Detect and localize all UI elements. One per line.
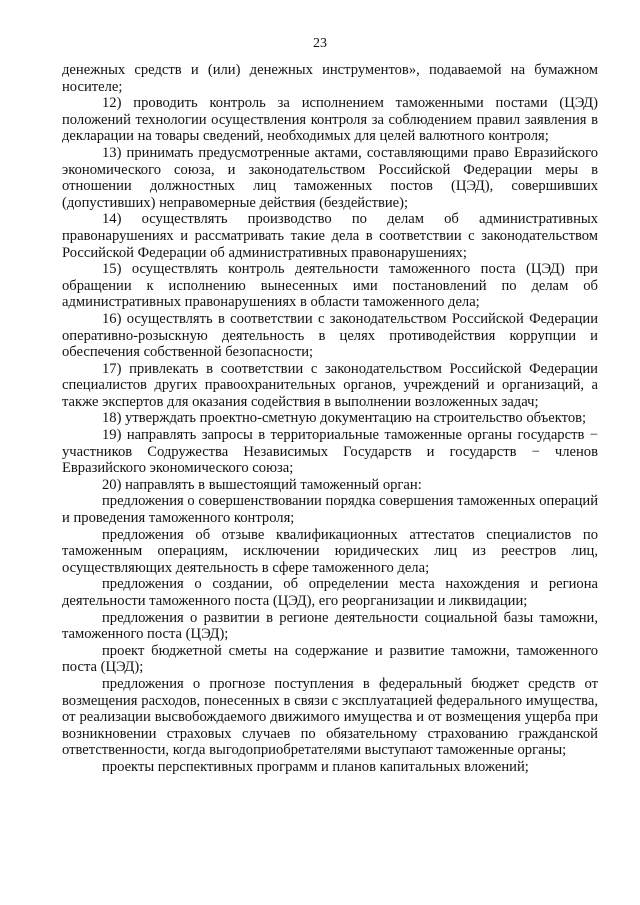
paragraph-item-20: 20) направлять в вышестоящий таможенный орган: (102, 476, 422, 493)
paragraph-item-14: 14) осуществлять производство по делам об административных правонарушениях и рассматривать такие дела в соответствии с законодательством Российской Федерации об административных правонарушениях; (62, 211, 598, 261)
paragraph-subitem: предложения о совершенствовании порядка совершения таможенных операций и проведения таможенного контроля; (62, 493, 598, 527)
paragraph-item-18: 18) утверждать проектно-сметную документацию на строительство объектов; (102, 410, 587, 427)
paragraph-item-12: 12) проводить контроль за исполнением таможенными постами (ЦЭД) положений технологии осуществления контроля за соблюдением правил заявления в декларации на товары сведений, необходимых для целей валютного контроля; (62, 95, 598, 145)
page-number: 23 (313, 36, 327, 51)
paragraph-subitem: проекты перспективных программ и планов капитальных вложений; (102, 758, 529, 775)
paragraph-subitem: предложения о развитии в регионе деятельности социальной базы таможни, таможенного поста (ЦЭД); (62, 609, 598, 643)
paragraph-subitem: проект бюджетной сметы на содержание и развитие таможни, таможенного поста (ЦЭД); (62, 642, 598, 676)
paragraph-subitem: предложения об отзыве квалификационных аттестатов специалистов по таможенным операциям, исключении юридических лиц из реестров лиц, осуществляющих деятельность в сфере таможенного дела; (62, 526, 598, 576)
paragraph-item-16: 16) осуществлять в соответствии с законодательством Российской Федерации оперативно-розыскную деятельность в целях противодействия коррупции и обеспечения собственной безопасности; (62, 310, 598, 361)
paragraph-subitem: предложения о прогнозе поступления в федеральный бюджет средств от возмещения расходов, понесенных в связи с эксплуатацией федерального имущества, от реализации высвобождаемого движимого имущества и от возмещения ущерба при возникновении страховых случаев по обязательному страхованию гражданской ответственности, когда выгодоприобретателями выступают таможенные органы; (62, 675, 598, 759)
paragraph-item-15: 15) осуществлять контроль деятельности таможенного поста (ЦЭД) при обращении к исполнению вынесенных ими постановлений по делам об административных правонарушениях в области таможенного дела; (62, 261, 598, 311)
document-body (62, 62, 598, 776)
paragraph-item-17: 17) привлекать в соответствии с законодательством Российской Федерации специалистов других правоохранительных органов, учреждений и организаций, а также экспертов для оказания содействия в выполнении возложенных задач; (62, 360, 598, 410)
paragraph-continuation: денежных средств и (или) денежных инструментов», подаваемой на бумажном носителе; (62, 62, 598, 95)
paragraph-item-13: 13) принимать предусмотренные актами, составляющими право Евразийского экономического союза, и законодательством Российской Федерации меры в отношении должностных лиц таможенных постов (ЦЭД), совершивших (допустивших) неправомерные действия (бездействие); (62, 144, 598, 211)
paragraph-subitem: предложения о создании, об определении места нахождения и региона деятельности таможенного поста (ЦЭД), его реорганизации и ликвидации; (62, 576, 598, 609)
paragraph-item-19: 19) направлять запросы в территориальные таможенные органы государств − участников Содружества Независимых Государств и государств − членов Евразийского экономического союза; (62, 427, 598, 477)
